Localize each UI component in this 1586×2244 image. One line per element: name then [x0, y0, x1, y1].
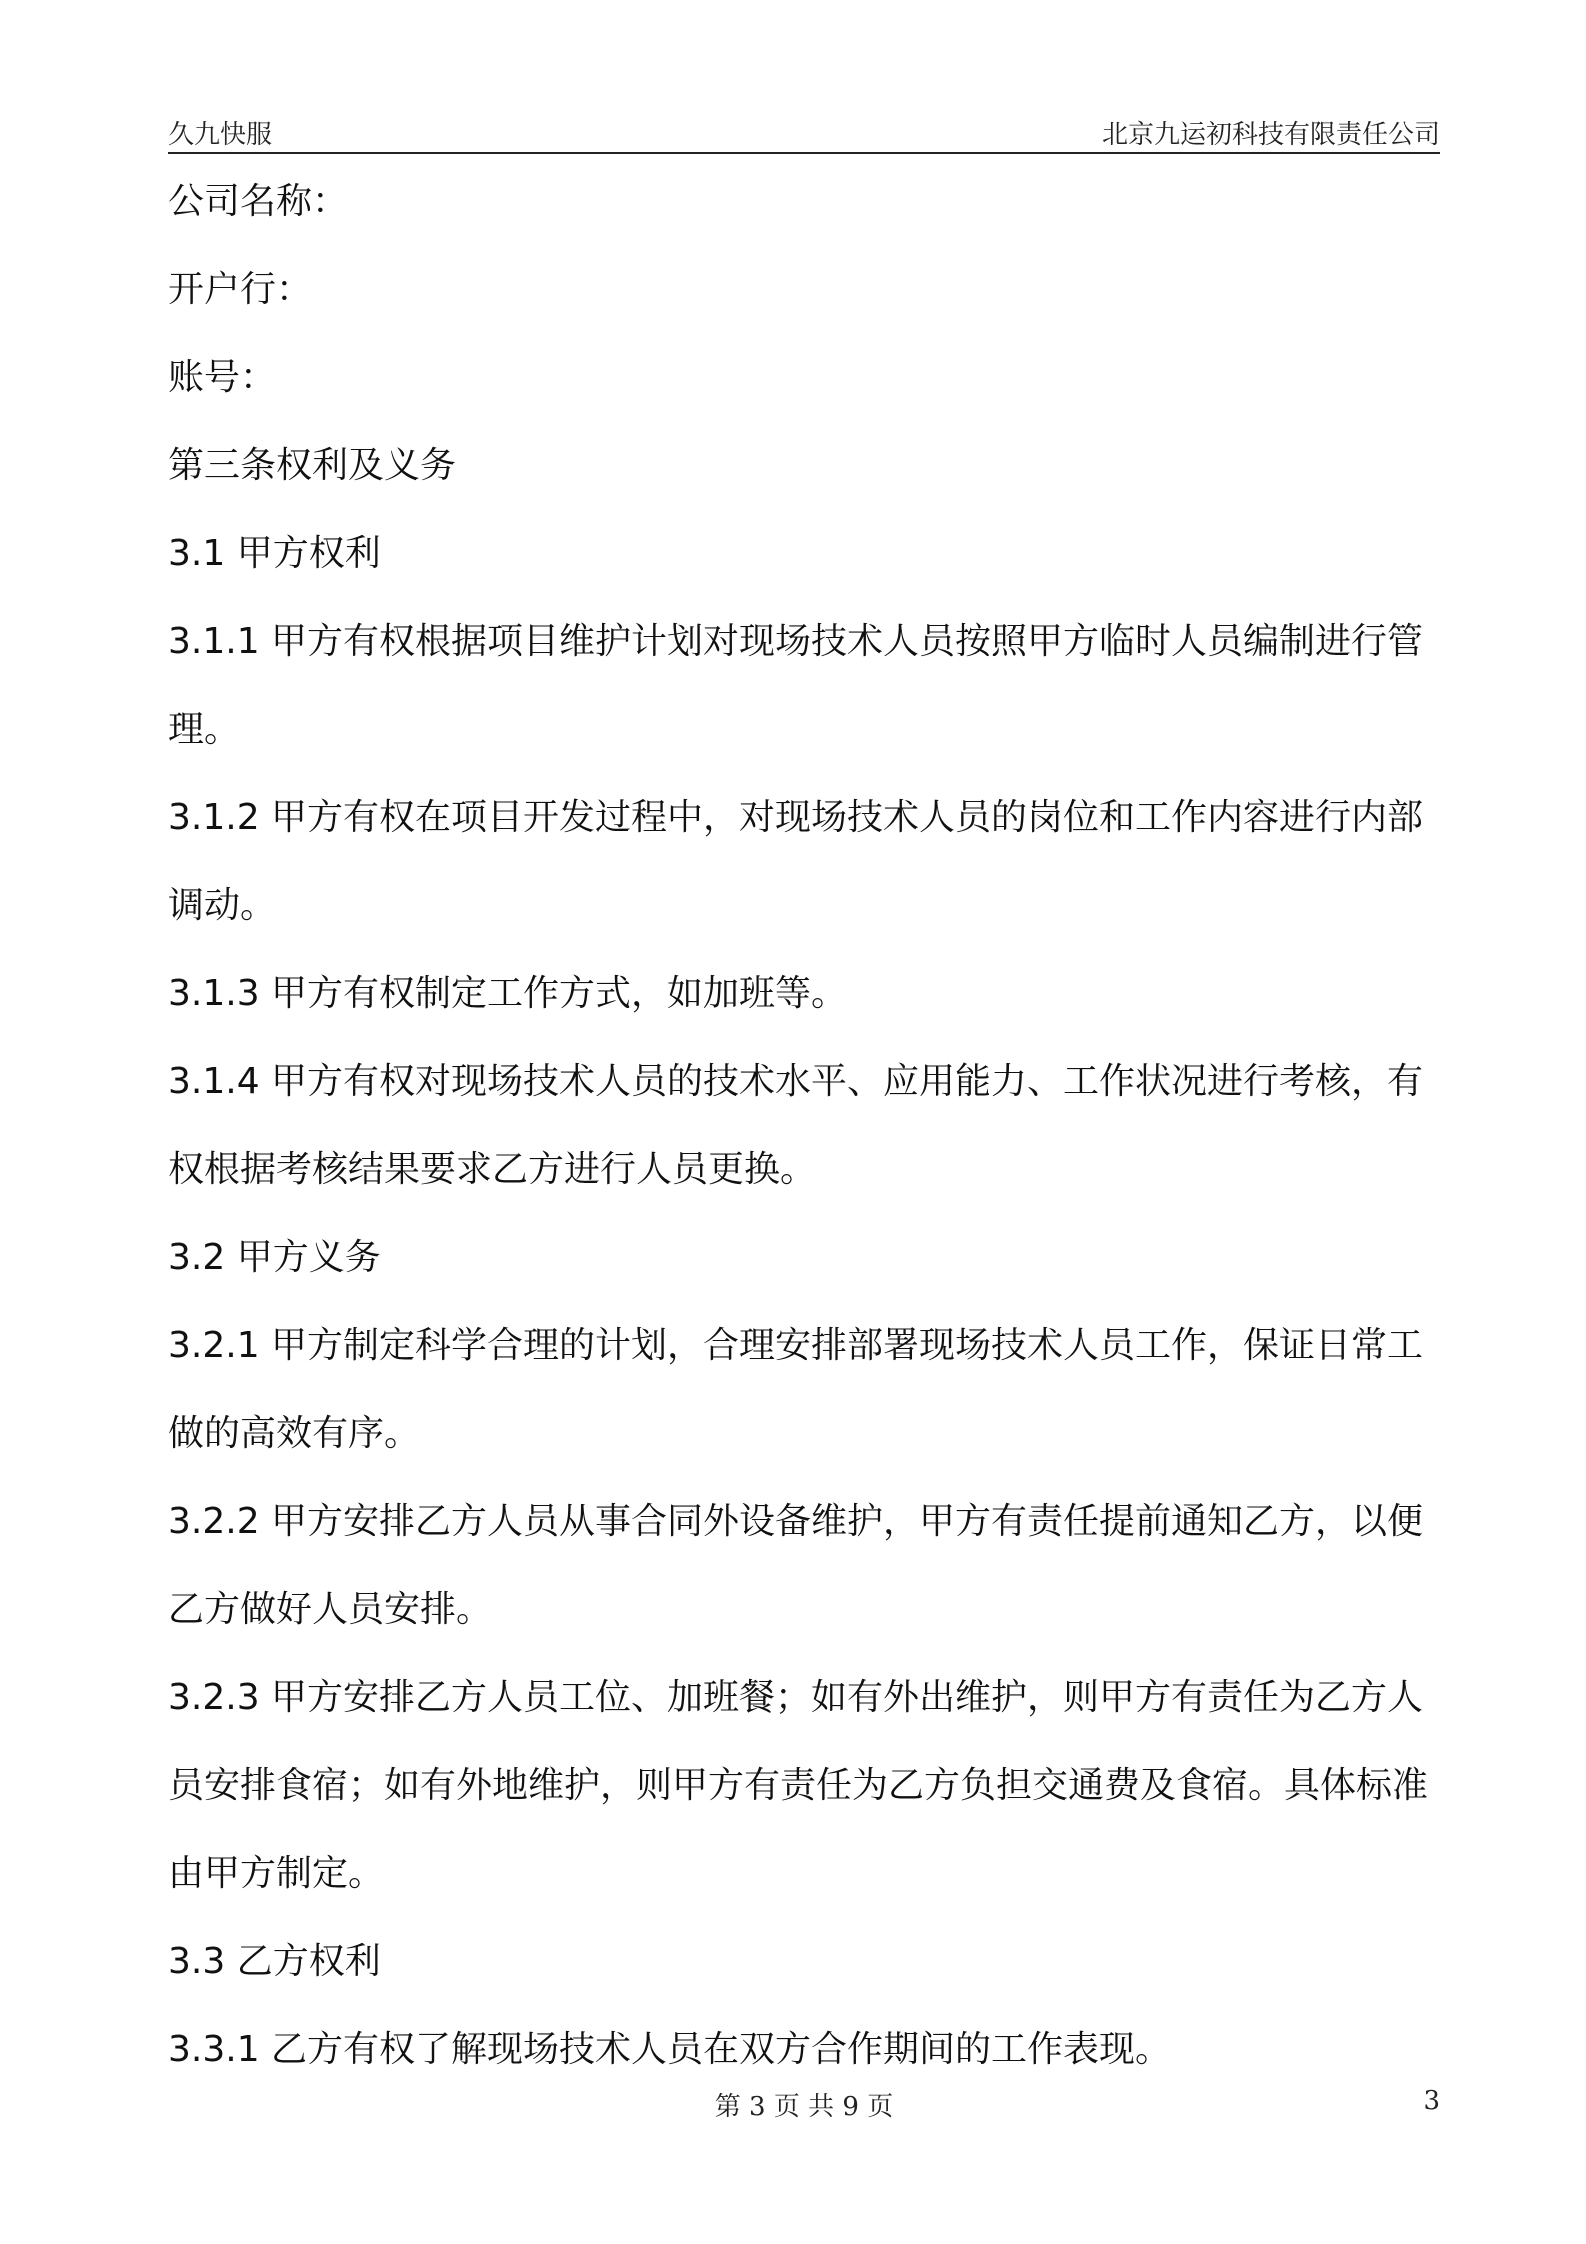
account-label: 账号： — [168, 357, 277, 398]
header-left-text: 久九快服 — [168, 120, 273, 150]
page-count-text: 第 3 页 共 9 页 — [714, 2092, 894, 2122]
bank-label: 开户行： — [168, 269, 313, 310]
page-header — [168, 108, 1440, 154]
clause-3-1-4: 3.1.4 甲方有权对现场技术人员的技术水平、应用能力、工作状况进行考核，有权根据考核结果要求乙方进行人员更换。 — [168, 1061, 1424, 1190]
clause-3-1-1: 3.1.1 甲方有权根据项目维护计划对现场技术人员按照甲方临时人员编制进行管理。 — [168, 621, 1424, 750]
clause-3-2-2: 3.2.2 甲方安排乙方人员从事合同外设备维护，甲方有责任提前通知乙方，以便乙方做好人员安排。 — [168, 1501, 1424, 1630]
document-body — [168, 158, 1440, 2094]
section-heading-3-2: 3.2 甲方义务 — [168, 1237, 381, 1278]
clause-3-2-3: 3.2.3 甲方安排乙方人员工位、加班餐；如有外出维护，则甲方有责任为乙方人员安排食宿；如有外地维护，则甲方有责任为乙方负担交通费及食宿。具体标准由甲方制定。 — [168, 1677, 1429, 1894]
article-heading: 第三条权利及义务 — [168, 445, 457, 486]
page-footer — [168, 2086, 1440, 2126]
company-name-label: 公司名称： — [168, 181, 349, 222]
section-heading-3-1: 3.1 甲方权利 — [168, 533, 381, 574]
clause-3-1-2: 3.1.2 甲方有权在项目开发过程中，对现场技术人员的岗位和工作内容进行内部调动。 — [168, 797, 1424, 926]
clause-3-3-1: 3.3.1 乙方有权了解现场技术人员在双方合作期间的工作表现。 — [168, 2029, 1172, 2070]
page-number: 3 — [1423, 2086, 1440, 2116]
section-heading-3-3: 3.3 乙方权利 — [168, 1941, 381, 1982]
clause-3-2-1: 3.2.1 甲方制定科学合理的计划，合理安排部署现场技术人员工作，保证日常工做的高效有序。 — [168, 1325, 1424, 1454]
header-company-name: 北京九运初科技有限责任公司 — [1101, 120, 1440, 150]
clause-3-1-3: 3.1.3 甲方有权制定工作方式，如加班等。 — [168, 973, 848, 1014]
